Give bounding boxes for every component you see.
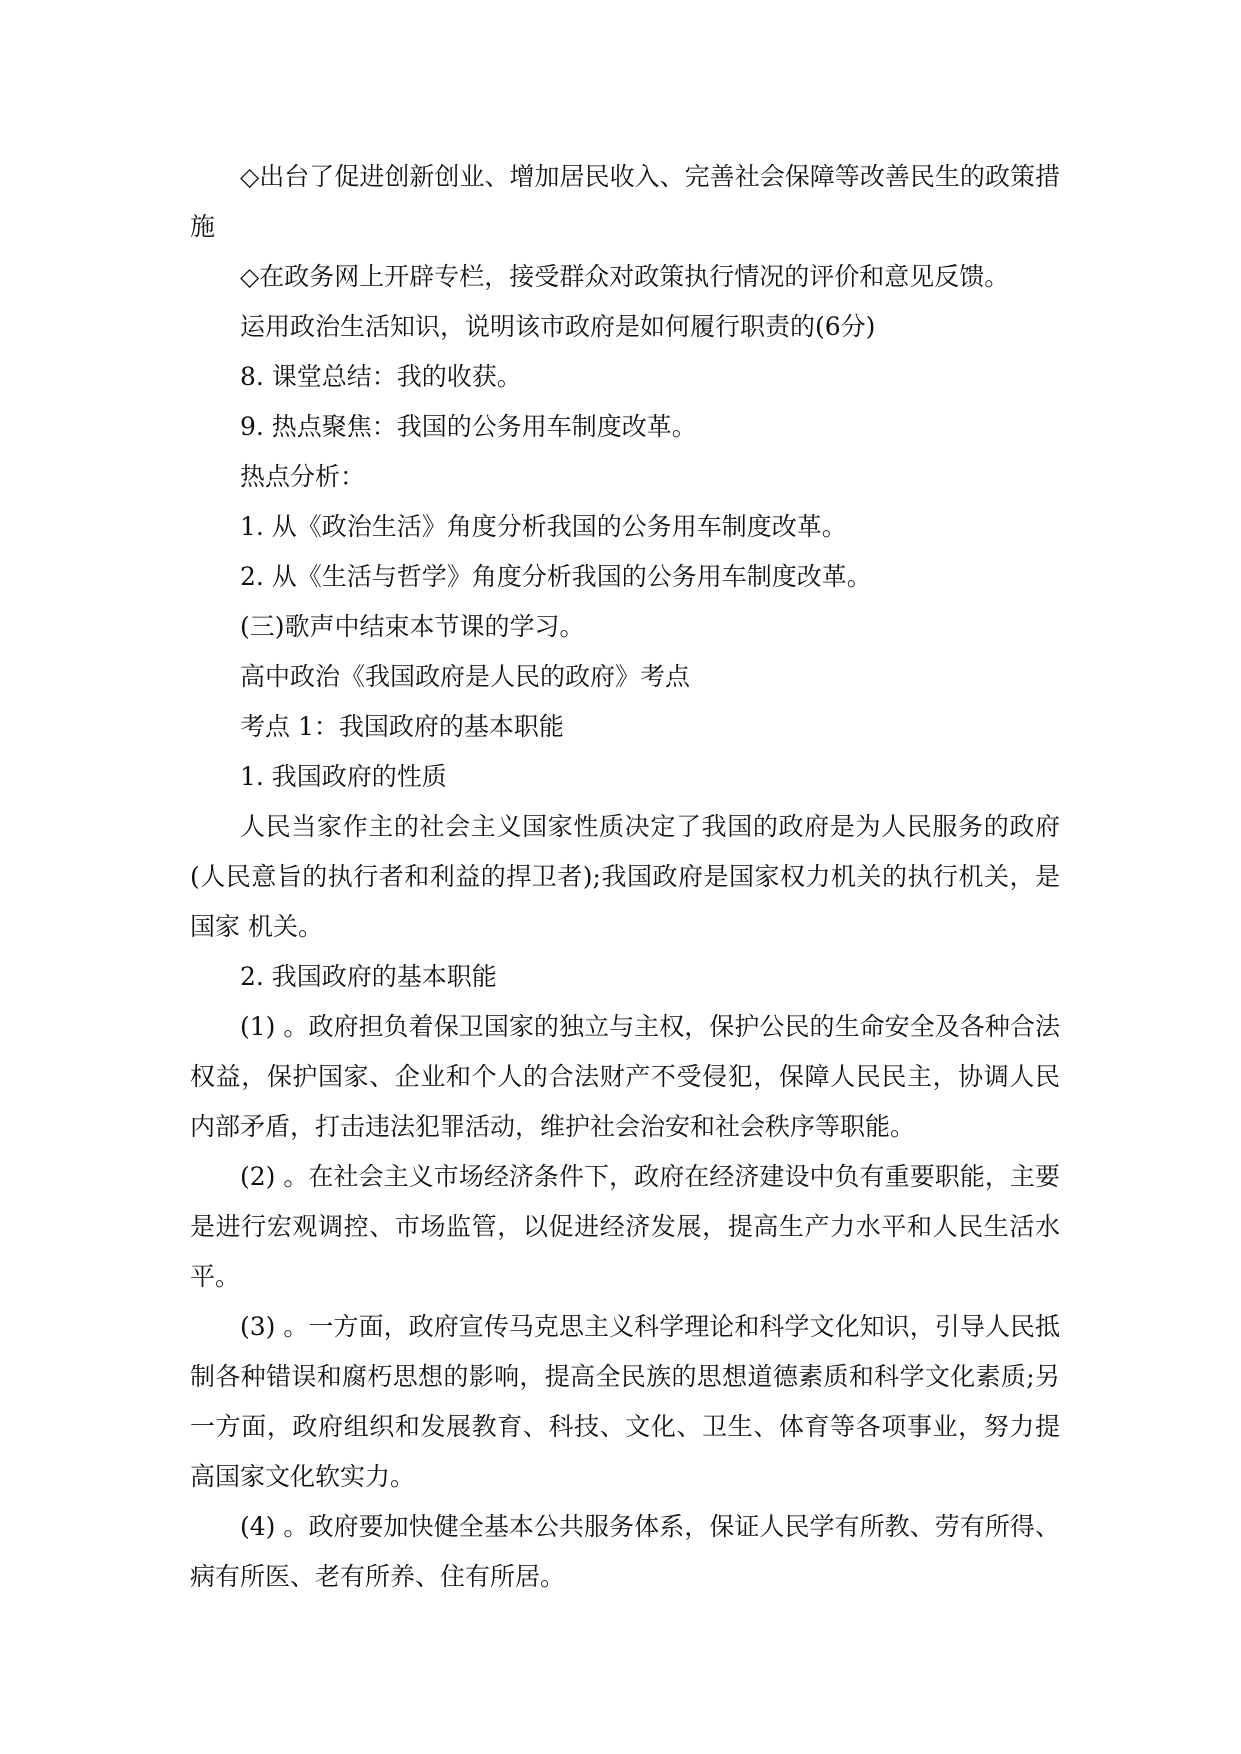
paragraph-closing: (三)歌声中结束本节课的学习。 [240, 612, 585, 641]
paragraph-hot-topic: 9. 热点聚焦：我国的公务用车制度改革。 [240, 412, 697, 441]
paragraph-question: 运用政治生活知识，说明该市政府是如何履行职责的(6分) [240, 312, 876, 341]
document-body [190, 152, 1060, 1602]
paragraph-government-nature: 人民当家作主的社会主义国家性质决定了我国的政府是为人民服务的政府(人民意旨的执行者和利益的捍卫者);我国政府是国家权力机关的执行机关，是国家 机关。 [190, 812, 1060, 941]
paragraph-function-2: (2) 。在社会主义市场经济条件下，政府在经济建设中负有重要职能，主要是进行宏观调控、市场监管，以促进经济发展，提高生产力水平和人民生活水平。 [190, 1162, 1060, 1291]
paragraph-function-3: (3) 。一方面，政府宣传马克思主义科学理论和科学文化知识，引导人民抵制各种错误和腐朽思想的影响，提高全民族的思想道德素质和科学文化素质;另一方面，政府组织和发展教育、科技、文化、卫生、体育等各项事业，努力提高国家文化软实力。 [190, 1312, 1060, 1491]
paragraph-class-summary: 8. 课堂总结：我的收获。 [240, 362, 522, 391]
paragraph-analysis-2: 2. 从《生活与哲学》角度分析我国的公务用车制度改革。 [240, 562, 872, 591]
section-title: 高中政治《我国政府是人民的政府》考点 [240, 662, 691, 691]
paragraph-feedback-column: ◇在政务网上开辟专栏，接受群众对政策执行情况的评价和意见反馈。 [240, 262, 1010, 291]
subsection-heading: 考点 1：我国政府的基本职能 [240, 712, 564, 741]
paragraph-hot-analysis-heading: 热点分析： [240, 462, 366, 491]
paragraph-function-4: (4) 。政府要加快健全基本公共服务体系，保证人民学有所教、劳有所得、病有所医、老有所养、住有所居。 [190, 1512, 1060, 1591]
paragraph-function-1: (1) 。政府担负着保卫国家的独立与主权，保护公民的生命安全及各种合法权益，保护国家、企业和个人的合法财产不受侵犯，保障人民民主，协调人民内部矛盾，打击违法犯罪活动，维护社会治安和社会秩序等职能。 [190, 1012, 1060, 1141]
item-heading-functions: 2. 我国政府的基本职能 [240, 962, 497, 991]
item-heading-nature: 1. 我国政府的性质 [240, 762, 447, 791]
paragraph-analysis-1: 1. 从《政治生活》角度分析我国的公务用车制度改革。 [240, 512, 847, 541]
paragraph-policy-measures: ◇出台了促进创新创业、增加居民收入、完善社会保障等改善民生的政策措施 [190, 162, 1060, 241]
